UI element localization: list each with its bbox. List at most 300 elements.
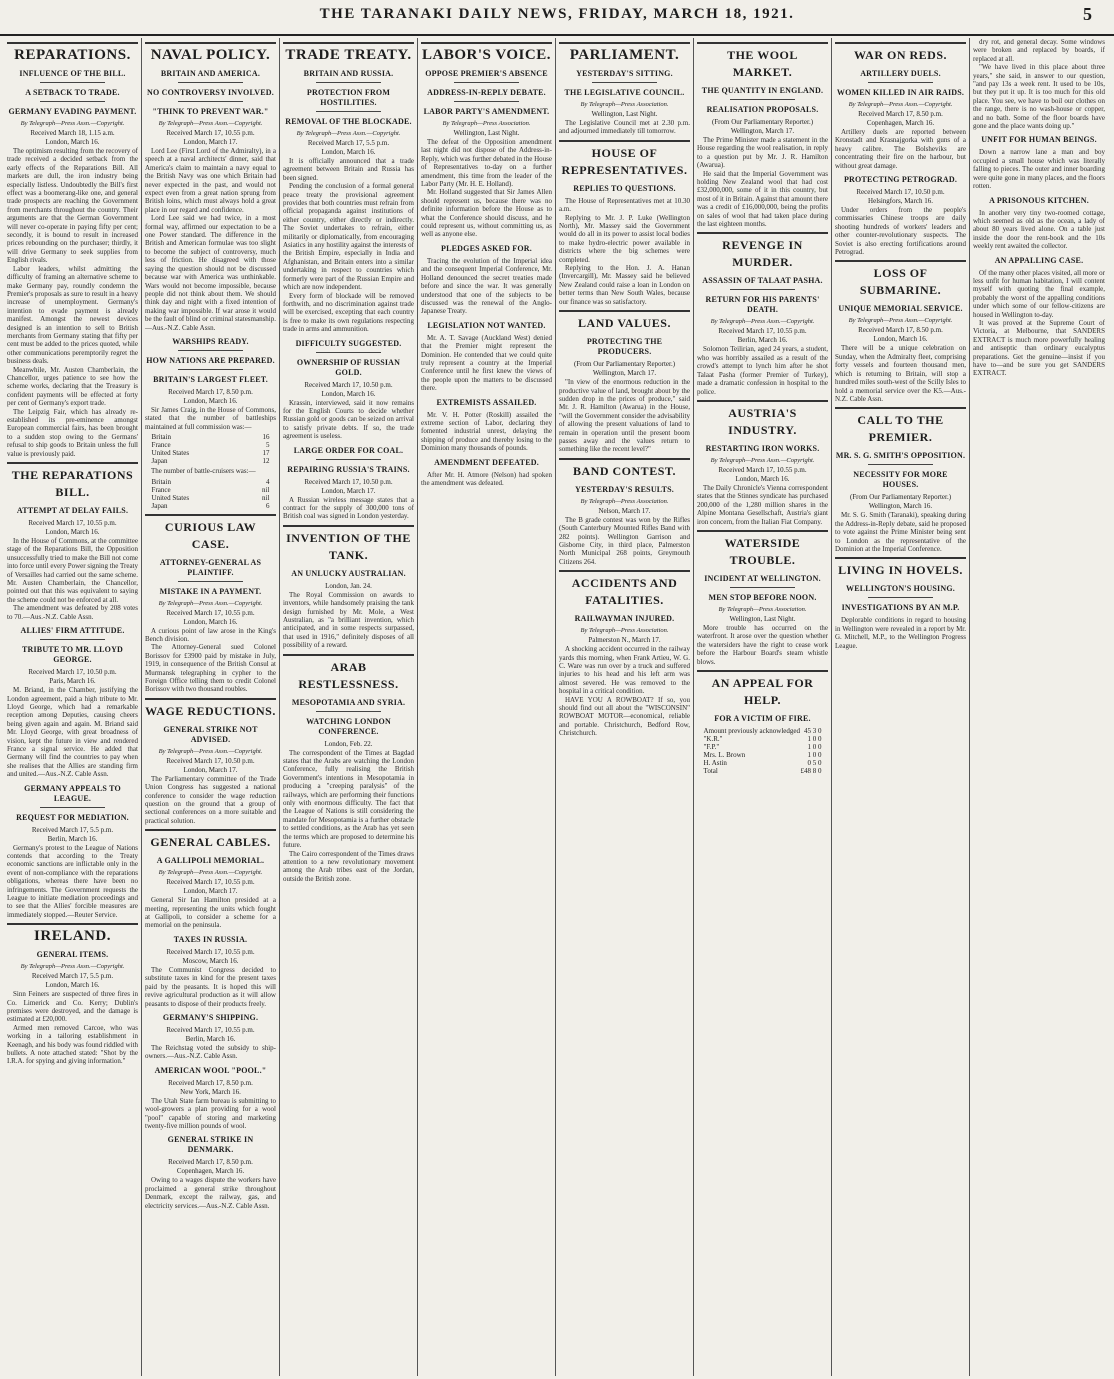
dateline: Received March 17, 10.50 p.m. bbox=[166, 756, 255, 765]
sub-headline: UNFIT FOR HUMAN BEINGS. bbox=[981, 135, 1097, 145]
headline-rule bbox=[835, 42, 966, 44]
body-paragraph: More trouble has occurred on the waterfront. It arose over the question whether the watersiders have the right to cease work before the Harbour Board's steam whistle blows. bbox=[697, 623, 828, 666]
dateline: Received March 17, 10.55 p.m. bbox=[28, 519, 117, 528]
figures-row bbox=[152, 457, 270, 465]
sub-headline: FOR A VICTIM OF FIRE. bbox=[714, 713, 811, 723]
column-2 bbox=[142, 38, 280, 1376]
body-paragraph: After Mr. H. Atmore (Nelson) had spoken the amendment was defeated. bbox=[421, 470, 552, 487]
dateline: London, March 16. bbox=[183, 396, 238, 405]
dateline: London, March 17. bbox=[183, 765, 238, 774]
sub-headline: BRITAIN AND RUSSIA. bbox=[303, 69, 394, 78]
sub-headline: GERMANY APPEALS TO LEAGUE. bbox=[24, 783, 121, 803]
sub-headline: RAILWAYMAN INJURED. bbox=[574, 614, 675, 624]
figures-value: 1 0 0 bbox=[807, 734, 822, 743]
headline-rule bbox=[559, 140, 690, 142]
article-headline: LIVING IN HOVELS. bbox=[838, 563, 963, 578]
sub-headline: ADDRESS-IN-REPLY DEBATE. bbox=[427, 88, 546, 97]
article-headline: BAND CONTEST. bbox=[573, 463, 676, 478]
dateline: Received March 17, 10.55 p.m. bbox=[166, 129, 255, 137]
column-8 bbox=[970, 38, 1108, 1376]
dateline: Received March 17, 5.5 p.m. bbox=[307, 139, 390, 147]
sub-headline: OPPOSE PREMIER'S ABSENCE bbox=[425, 69, 548, 78]
body-paragraph: Under orders from the people's commissaries Chinese troops are daily shooting hundreds of workers' leaders and other counter-revolutionary suspects. The Soviet is also erecting fortifications around Petrograd. bbox=[835, 206, 966, 257]
body-paragraph: A curious point of law arose in the King's Bench division. bbox=[145, 626, 276, 643]
body-paragraph: Artillery duels are reported between Kronstadt and Krasnajgorka with guns of a heavy calibre. The Bolsheviks are concentrating their fire on the harbour, but without great damage. bbox=[835, 128, 966, 170]
body-paragraph: A Russian wireless message states that a contract for the supply of 300,000 tons of British coal was signed in London yesterday. bbox=[283, 495, 414, 521]
sub-headline: GERMANY'S SHIPPING. bbox=[162, 1012, 259, 1022]
body-paragraph: Mr. Holland suggested that Sir James Allen should represent us, because there was no definite information before the House as to what the Conference should discuss, and he could represent us, without committing us, as well as anyone else. bbox=[421, 188, 552, 239]
divider-rule bbox=[40, 639, 106, 640]
page-number: 5 bbox=[1083, 4, 1092, 24]
sub-headline: GENERAL ITEMS. bbox=[36, 950, 109, 960]
byline: By Telegraph—Press Association. bbox=[442, 120, 531, 127]
sub-headline: INCIDENT AT WELLINGTON. bbox=[704, 573, 821, 583]
figures-row bbox=[152, 449, 270, 457]
dateline: Received March 17, 10.55 p.m. bbox=[718, 327, 807, 336]
dateline: New York, March 16. bbox=[180, 1087, 241, 1096]
sub-headline: DIFFICULTY SUGGESTED. bbox=[295, 338, 402, 348]
body-paragraph: Down a narrow lane a man and boy occupied a small house which was literally falling to pieces. The outer and inner boarding were quite gone in many places, and the floors rotten. bbox=[973, 148, 1105, 191]
byline: By Telegraph—Press Assn.—Copyright. bbox=[710, 318, 815, 326]
dateline: Palmerston N., March 17. bbox=[588, 636, 661, 645]
body-paragraph: Sir James Craig, in the House of Commons, stated that the number of battleships maintained at full commission was:— bbox=[145, 405, 276, 431]
byline: By Telegraph—Press Assn.—Copyright. bbox=[158, 120, 263, 127]
dateline: London, March 16. bbox=[183, 617, 238, 626]
dateline: Received March 17, 8.50 p.m. bbox=[168, 1158, 253, 1167]
article-headline: ARAB RESTLESSNESS. bbox=[298, 659, 399, 691]
figures-row bbox=[152, 486, 270, 494]
sub-headline: BRITAIN AND AMERICA. bbox=[160, 69, 261, 78]
body-paragraph: General Sir Ian Hamilton presided at a meeting, representing the units which fought at Gallipoli, to consider a scheme for a memorial on the peninsula. bbox=[145, 896, 276, 930]
sub-headline: TAXES IN RUSSIA. bbox=[173, 934, 248, 944]
divider-rule bbox=[868, 597, 934, 598]
sub-headline: GERMANY EVADING PAYMENT. bbox=[8, 107, 137, 116]
column-3 bbox=[280, 38, 418, 1376]
headline-rule bbox=[421, 42, 552, 44]
figures-label: Japan bbox=[151, 457, 168, 466]
dateline: London, March 16. bbox=[45, 138, 100, 146]
figures-row bbox=[704, 759, 822, 767]
article-headline: WAR ON REDS. bbox=[853, 48, 947, 62]
divider-rule bbox=[730, 289, 796, 290]
body-paragraph: There will be a unique celebration on Sunday, when the Admiralty fleet, comprising forty vessels and fourteen thousand men, which is returning to Britain, will stop a hundred miles south-west of the Scilly Isles to hold a memorial service over the K5.—Aus.-N.Z. Cable Assn. bbox=[835, 344, 966, 403]
body-paragraph: Replying to the Hon. J. A. Hanan (Invercargill), Mr. Massey said he believed New Zealand could raise a loan in London on better terms than New South Wales, because our finance was so satisfactory. bbox=[559, 264, 690, 306]
sub-headline: EXTREMISTS ASSAILED. bbox=[436, 397, 537, 407]
body-paragraph: Lord Lee said we had twice, in a most formal way, affirmed our expectation to be a one Power standard. The difference in the British and American formulae was too slight to become the subject of controversy, much less of friction. He disagreed with those saying the question should not be discussed because war with America was unthinkable. Wars would not become impossible, because people did not think about them. We should think day and night with a fixed intention of making war impossible. If war arose it would be the fault of blind or criminal statesmanship.—Aus.-N.Z. Cable Assn. bbox=[145, 214, 276, 332]
headline-rule bbox=[7, 42, 138, 44]
body-paragraph: Solomon Teilirian, aged 24 years, a student, who was horribly assailed as a result of the crowd's attempt to lynch him after he shot Talaat Pasha (former Premier of Turkey), made a dramatic confession in hospital to the police. bbox=[697, 345, 828, 396]
figures-value: 0 5 0 bbox=[807, 758, 822, 767]
dateline: Received March 17, 10.55 p.m. bbox=[166, 947, 255, 956]
sub-headline: INFLUENCE OF THE BILL. bbox=[19, 69, 126, 78]
sub-headline: MESOPOTAMIA AND SYRIA. bbox=[291, 697, 406, 707]
body-paragraph: Mr. S. G. Smith (Taranaki), speaking during the Address-in-Reply debate, said he proposed to vote against the Prime Minister being sent to London as the representative of the Dominion at the Imperial Conference. bbox=[835, 511, 966, 553]
sub-headline: A GALLIPOLI MEMORIAL. bbox=[156, 856, 265, 866]
body-paragraph: The Legislative Council met at 2.30 p.m. and adjourned immediately till tomorrow. bbox=[559, 119, 690, 136]
article-headline: ACCIDENTS AND FATALITIES. bbox=[571, 576, 678, 608]
sub-headline: ATTORNEY-GENERAL AS PLAINTIFF. bbox=[159, 557, 262, 577]
headline-rule bbox=[697, 530, 828, 532]
body-paragraph: Pending the conclusion of a formal general peace treaty the provisional agreement provides that both countries must refrain from official propaganda against institutions of either country, either directly or indirectly. The Soviet undertakes to refrain, either militarily or diplomatically, from encouraging Asiatics in any hostility against the interests of the British Empire, especially in India and Afghanistan, and Britain enters into a similar undertaking in respect to countries which formerly were part of the Russian Empire and which are now independent. bbox=[283, 182, 414, 292]
sub-headline: YESTERDAY'S RESULTS. bbox=[574, 484, 674, 494]
body-paragraph: Every form of blockade will be removed forthwith, and no discrimination against trade will be exercised, excepting that each country is free to make its own regulations respecting trade in arms and ammunition. bbox=[283, 291, 414, 334]
body-paragraph: dry rot, and general decay. Some windows were broken and replaced by boards, if replaced at all. bbox=[973, 38, 1105, 63]
sub-headline: PROTECTION FROM HOSTILITIES. bbox=[306, 88, 391, 107]
figures-row bbox=[152, 502, 270, 510]
headline-rule bbox=[283, 525, 414, 527]
article-headline: REPARATIONS. bbox=[14, 47, 131, 63]
dateline: Received March 17, 10.50 p.m. bbox=[28, 668, 117, 677]
byline: By Telegraph—Press Assn.—Copyright. bbox=[710, 456, 815, 464]
body-paragraph: Mr. A. T. Savage (Auckland West) denied that the Premier might represent the Dominion. He contended that we could quite truly represent a country at the Imperial Conference until he first knew the views of the people upon the matters to be discussed there. bbox=[421, 333, 552, 393]
article-headline: WAGE REDUCTIONS. bbox=[145, 703, 276, 718]
dateline: London, March 16. bbox=[45, 981, 100, 990]
dateline: (From Our Parliamentary Reporter.) bbox=[849, 493, 952, 502]
sub-headline: AMERICAN WOOL "POOL." bbox=[154, 1065, 267, 1075]
article-headline: THE REPARATIONS BILL. bbox=[11, 468, 134, 500]
figures-value: 1 0 0 bbox=[807, 742, 822, 751]
sub-headline: LARGE ORDER FOR COAL. bbox=[293, 445, 404, 455]
divider-rule bbox=[592, 82, 658, 83]
article-headline: AN APPEAL FOR HELP. bbox=[711, 675, 814, 707]
dateline: Berlin, March 16. bbox=[737, 336, 788, 345]
divider-rule bbox=[40, 101, 106, 102]
divider-rule bbox=[178, 350, 244, 351]
dateline: Received March 17, 8.50 p.m. bbox=[858, 326, 943, 335]
body-paragraph: The Cairo correspondent of the Times draws attention to a new revolutionary movement among the Arab tribes east of the Jordan, outside the British zone. bbox=[283, 849, 414, 883]
figures-row bbox=[704, 727, 822, 735]
headline-rule bbox=[559, 42, 690, 44]
headline-rule bbox=[145, 42, 276, 44]
figures-table bbox=[152, 433, 270, 465]
dateline: Received March 17, 10.55 p.m. bbox=[166, 608, 255, 617]
byline: By Telegraph—Press Association. bbox=[580, 497, 669, 505]
figures-label: "F.P." bbox=[703, 742, 720, 751]
sub-headline: GENERAL STRIKE NOT ADVISED. bbox=[163, 724, 258, 744]
body-paragraph: Deplorable conditions in regard to housing in Wellington were revealed in a report by Mr. G. Mitchell, M.P., to the Wellington Progress League. bbox=[835, 616, 966, 650]
body-paragraph: HAVE YOU A ROWBOAT? If so, you should find out all about the "WISCONSIN" ROWBOAT MOTOR—economical, reliable and portable. Christchurch, Bedford Row, Christchurch. bbox=[559, 695, 690, 738]
figures-label: H. Astin bbox=[703, 758, 727, 767]
body-paragraph: The Communist Congress decided to substitute taxes in kind for the present taxes paid by the peasants. It is hoped this will revive agricultural production as it will allow peasants to dispose of their products freely. bbox=[145, 965, 276, 1008]
body-paragraph: The Reichstag voted the subsidy to ship-owners.—Aus.-N.Z. Cable Assn. bbox=[145, 1043, 276, 1061]
headline-rule bbox=[559, 458, 690, 460]
figures-value: 16 bbox=[262, 433, 270, 442]
headline-rule bbox=[835, 260, 966, 262]
sub-headline: PROTECTING PETROGRAD. bbox=[843, 175, 958, 185]
sub-headline: MISTAKE IN A PAYMENT. bbox=[159, 586, 262, 596]
byline: By Telegraph—Press Association. bbox=[718, 605, 807, 613]
body-paragraph: The Royal Commission on awards to inventors, while handsomely praising the tank design furnished by Mr. Mole, a West Australian, as "a brilliant invention, which anticipated, and in some respects surpassed, that used in 1916," definitely disposes of all possibility of a reward. bbox=[283, 590, 414, 650]
sub-headline: WOMEN KILLED IN AIR RAIDS. bbox=[836, 88, 965, 97]
divider-rule bbox=[178, 82, 244, 83]
figures-row bbox=[152, 494, 270, 502]
figures-label: Mrs. L. Brown bbox=[703, 750, 746, 759]
body-paragraph: Labor leaders, whilst admitting the difficulty of framing an alternative scheme to make Germany pay, roundly condemn the Premier's proposals as sure to result in a heavy increase of unemployment. Germany's intention to evade payment is already manifest. Amongst the newest devices designed is an intention to sell to British merchants from Germany stating that fifty per cent must be added to the prices quoted, while other communications peremptorily regret the business deals. bbox=[7, 264, 138, 366]
body-paragraph: "In view of the enormous reduction in the productive value of land, brought about by the sudden drop in the prices of produce," said Mr. J. R. Hamilton (Awarua) in the House, "will the Government consider the advisability of allowing the present valuations of land to remain in operation until the present boom passes away and the values return to something like the recent level?" bbox=[559, 378, 690, 454]
body-paragraph: Replying to Mr. J. P. Luke (Wellington North), Mr. Massey said the Government would do all in its power to assist local bodies to make hydro-electric power available in districts where the big schemes were completed. bbox=[559, 213, 690, 264]
sub-headline: THE QUANTITY IN ENGLAND. bbox=[701, 86, 824, 95]
sub-headline: WARSHIPS READY. bbox=[172, 336, 249, 346]
article-headline: IRELAND. bbox=[34, 928, 111, 945]
headline-rule bbox=[145, 514, 276, 516]
byline: By Telegraph—Press Assn.—Copyright. bbox=[848, 317, 953, 325]
dateline: Received March 17, 10.55 p.m. bbox=[166, 878, 255, 887]
dateline: Received March 17, 5.5 p.m. bbox=[31, 972, 114, 981]
dateline: London, March 16. bbox=[321, 148, 376, 156]
dateline: London, March 16. bbox=[735, 474, 790, 483]
body-paragraph: The optimism resulting from the recovery of trade received a decided setback from the early effects of the Reparations Bill. All markets are dull, the iron industry being especially listless. Undoubtedly the Bill's first effect was a boomerang-like one, and general trade prospects are reaching the Government from merchants throughout the country. Their arguments are that the German Government will never co-operate in paying fifty per cent; secondly, it is bound to result in increased prices rebounding on the purchaser; thirdly, it will drive Germany to seek supplies from English rivals. bbox=[7, 147, 138, 265]
dateline: Received March 17, 10.55 p.m. bbox=[166, 1025, 255, 1034]
divider-rule bbox=[178, 581, 244, 582]
body-paragraph: Of the many other places visited, all more or less unfit for human habitation, I will content myself with quoting the final example, probably the worst of the appalling conditions under which some of our fellow-citizens are housed in Wellington to-day. bbox=[973, 268, 1105, 319]
divider-rule bbox=[730, 587, 796, 588]
figures-row bbox=[152, 478, 270, 486]
dateline: Wellington, March 16. bbox=[868, 502, 933, 511]
divider-rule bbox=[730, 99, 796, 100]
byline: By Telegraph—Press Assn.—Copyright. bbox=[20, 120, 125, 127]
body-paragraph: "We have lived in this place about three years," she said, in answer to our question, "and pay 13s a week rent. It used to be 10s, but they put it up. It is too much for this old place. You see, we have to boil our clothes on the range, there is no wash-house or copper, and no bath. Some of the floor boards have gone and the place wants doing up." bbox=[973, 63, 1105, 131]
article-headline: HOUSE OF REPRESENTATIVES. bbox=[561, 145, 688, 177]
column-4 bbox=[418, 38, 556, 1376]
sub-headline: ARTILLERY DUELS. bbox=[860, 69, 941, 78]
article-headline: REVENGE IN MURDER. bbox=[722, 238, 803, 270]
article-headline: CURIOUS LAW CASE. bbox=[164, 519, 257, 551]
headline-rule bbox=[697, 42, 828, 44]
body-paragraph: Armed men removed Carcoe, who was working in a tailoring establishment in Keenagh, and his body was found riddled with bullets. A note attached stated: "Shot by the I.R.A. for spying and giving information." bbox=[7, 1023, 138, 1066]
figures-value: 45 3 0 bbox=[803, 726, 822, 735]
sub-headline: ASSASSIN OF TALAAT PASHA. bbox=[702, 276, 823, 286]
sub-headline: AMENDMENT DEFEATED. bbox=[434, 457, 539, 467]
figures-table bbox=[704, 727, 822, 775]
sub-headline: PLEDGES ASKED FOR. bbox=[441, 243, 532, 253]
body-paragraph: The number of battle-cruisers was:— bbox=[151, 467, 256, 476]
sub-headline: MR. S. G. SMITH'S OPPOSITION. bbox=[835, 451, 966, 461]
figures-row bbox=[704, 735, 822, 743]
dateline: Wellington, Last Night. bbox=[453, 129, 520, 137]
dateline: Received March 17, 8.50 p.m. bbox=[168, 1078, 253, 1087]
dateline: Moscow, March 16. bbox=[182, 956, 239, 965]
headline-rule bbox=[835, 407, 966, 409]
sub-headline: REPLIES TO QUESTIONS. bbox=[573, 183, 676, 193]
dateline: Wellington, March 17. bbox=[592, 369, 657, 378]
dateline: Received March 17, 10.55 p.m. bbox=[718, 465, 807, 474]
figures-label: Amount previously acknowledged bbox=[703, 726, 800, 735]
dateline: London, March 17. bbox=[183, 887, 238, 896]
column-6 bbox=[694, 38, 832, 1376]
sub-headline: BRITAIN'S LARGEST FLEET. bbox=[153, 374, 268, 384]
dateline: Nelson, March 17. bbox=[598, 506, 651, 515]
headline-rule bbox=[697, 232, 828, 234]
body-paragraph: Tracing the evolution of the Imperial idea and the consequent Imperial Conference, Mr. Holland denounced the secret treaties made before and since the war. It was generally understood that one of the subjects to be discussed was the renewal of the Anglo-Japanese Treaty. bbox=[421, 256, 552, 316]
body-paragraph: The Daily Chronicle's Vienna correspondent states that the Stinnes syndicate has purchased 200,000 of the 1,280 million shares in the Alpine Montana Gesellschaft, Austria's giant iron concern, from the Italian Fiat Company. bbox=[697, 483, 828, 526]
dateline: Received March 17, 10.50 p.m. bbox=[304, 380, 393, 389]
article-headline: CALL TO THE PREMIER. bbox=[857, 413, 944, 445]
body-paragraph: Lord Lee (First Lord of the Admiralty), in a speech at a naval architects' dinner, said that America's claim to maintain a navy equal to the British Navy was one which Britain had never expected in the past, and would not expect even from a great nation sprung from British loins, which must always hold a great place in our regard and confidence. bbox=[145, 147, 276, 214]
divider-rule bbox=[40, 807, 106, 808]
article-headline: PARLIAMENT. bbox=[569, 47, 680, 63]
sub-headline: INVESTIGATIONS BY AN M.P. bbox=[841, 603, 960, 613]
figures-value: 12 bbox=[262, 457, 270, 466]
sub-headline: NECESSITY FOR MORE HOUSES. bbox=[853, 470, 948, 490]
figures-label: Britain bbox=[151, 433, 171, 442]
sub-headline: LEGISLATION NOT WANTED. bbox=[427, 320, 546, 330]
sub-headline: YESTERDAY'S SITTING. bbox=[576, 69, 673, 78]
dateline: Wellington, Last Night. bbox=[729, 614, 796, 623]
dateline: Wellington, March 17. bbox=[730, 127, 795, 135]
sub-headline: ALLIES' FIRM ATTITUDE. bbox=[20, 626, 125, 636]
dateline: Received March 17, 8.50 p.m. bbox=[858, 110, 943, 118]
dateline: Received March 18, 1.15 a.m. bbox=[30, 129, 115, 137]
body-paragraph: Sinn Feiners are suspected of three fires in Co. Limerick and Co. Kerry; Dublin's premises were destroyed, and the damage is estimated at £20,000. bbox=[7, 990, 138, 1024]
sub-headline: REALISATION PROPOSALS. bbox=[706, 105, 819, 114]
dateline: Received March 17, 5.5 p.m. bbox=[31, 825, 114, 834]
dateline: (From Our Parliamentary Reporter.) bbox=[573, 360, 676, 369]
divider-rule bbox=[178, 369, 244, 370]
figures-label: Britain bbox=[151, 477, 171, 486]
article-headline: WATERSIDE TROUBLE. bbox=[724, 535, 801, 567]
divider-rule bbox=[40, 82, 106, 83]
column-1 bbox=[4, 38, 142, 1376]
divider-rule bbox=[868, 464, 934, 465]
headline-rule bbox=[559, 310, 690, 312]
headline-rule bbox=[7, 462, 138, 464]
dateline: London, Jan. 24. bbox=[325, 581, 372, 590]
body-paragraph: The Utah State farm bureau is submitting to wool-growers a plan providing for a wool "pool" capable of storing and marketing twenty-five million pounds of wool. bbox=[145, 1096, 276, 1130]
body-paragraph: The defeat of the Opposition amendment last night did not dispose of the Address-in-Reply, which was further debated in the House of Representatives to-day on a further amendment, this time from the leader of the Labor Party (Mr. H. E. Holland). bbox=[421, 138, 552, 189]
body-paragraph: Krassin, interviewed, said it now remains for the English Courts to decide whether Russian gold or goods can be seized on arrival to satisfy private debts. If so, the trade agreement is useless. bbox=[283, 398, 414, 441]
dateline: Berlin, March 16. bbox=[47, 834, 98, 843]
dateline: Copenhagen, March 16. bbox=[866, 119, 935, 127]
byline: By Telegraph—Press Assn.—Copyright. bbox=[296, 130, 401, 137]
sub-headline: LABOR PARTY'S AMENDMENT. bbox=[423, 107, 550, 116]
byline: By Telegraph—Press Association. bbox=[580, 101, 669, 108]
divider-rule bbox=[316, 82, 382, 83]
byline: By Telegraph—Press Assn.—Copyright. bbox=[158, 869, 263, 877]
byline: By Telegraph—Press Assn.—Copyright. bbox=[20, 963, 125, 971]
body-paragraph: Owing to a wages dispute the workers have proclaimed a general strike throughout Denmark, except the railway, gas, and electricity services.—Aus.-N.Z. Cable Assn. bbox=[145, 1176, 276, 1210]
article-headline: GENERAL CABLES. bbox=[150, 835, 271, 850]
figures-label: United States bbox=[151, 493, 190, 502]
sub-headline: ATTEMPT AT DELAY FAILS. bbox=[16, 506, 129, 516]
figures-label: United States bbox=[151, 449, 190, 458]
body-paragraph: A shocking accident occurred in the railway yards this morning, when Frank Artieu, W. G. C. Ware was run over by a truck and suffered injuries to his head and his left arm was almost severed. He was removed to the hospital in a critical condition. bbox=[559, 645, 690, 696]
headline-rule bbox=[7, 923, 138, 925]
sub-headline: WATCHING LONDON CONFERENCE. bbox=[306, 716, 391, 736]
column-5 bbox=[556, 38, 694, 1376]
figures-value: nil bbox=[262, 493, 270, 502]
figures-row bbox=[152, 441, 270, 449]
body-paragraph: He said that the Imperial Government was holding New Zealand wool that had cost £32,000,000, some of it in this country, but most of it in Britain. Against that amount there was a credit of £16,000,000, being the profits on sales of wool that had taken place during the last eighteen months. bbox=[697, 169, 828, 229]
dateline: Paris, March 16. bbox=[49, 677, 96, 686]
masthead bbox=[0, 0, 1114, 36]
body-paragraph: The Attorney-General sued Colonel Borissov for £3900 paid by mistake in July, 1919, in consequence of the British Consul at Murmansk telegraphing in cypher to the Foreign Office telling them to credit Colonel Borissov with two thousand roubles. bbox=[145, 643, 276, 694]
body-paragraph: Germany's protest to the League of Nations contends that according to the Treaty economic sanctions are inflictable only in the event of non-compliance with the reparations obligations, whereas there have been no infringements. The Government requests the League to initiate mediation proceedings and to see that the Allies' forcible measures are immediately stopped.—Reuter Service. bbox=[7, 843, 138, 919]
body-paragraph: It is officially announced that a trade agreement between Britain and Russia has been signed. bbox=[283, 157, 414, 182]
body-paragraph: The House of Representatives met at 10.30 a.m. bbox=[559, 196, 690, 214]
sub-headline: TRIBUTE TO MR. LLOYD GEORGE. bbox=[21, 645, 124, 665]
article-headline: LAND VALUES. bbox=[578, 316, 671, 331]
figures-label: France bbox=[151, 485, 171, 494]
byline: By Telegraph—Press Association. bbox=[580, 627, 669, 635]
body-paragraph: The B grade contest was won by the Rifles (South Canterbury Mounted Rifles Band with 282 points). Wellington Garrison and Gisborne City, in third place, Palmerston North Municipal 268 points, Greymouth Citizens 264. bbox=[559, 515, 690, 566]
dateline: London, Feb. 22. bbox=[324, 739, 373, 748]
byline: By Telegraph—Press Assn.—Copyright. bbox=[158, 747, 263, 755]
body-paragraph: The Parliamentary committee of the Trade Union Congress has suggested a national conference to consider the wage reduction question on the ground that a group of sectional conferences on a more suitable and practical solution. bbox=[145, 774, 276, 825]
sub-headline: MEN STOP BEFORE NOON. bbox=[708, 592, 817, 602]
body-paragraph: Meanwhile, Mr. Austen Chamberlain, the Chancellor, urges patience to see how the scheme works, declaring that the Treasury is confident payments will be effected at forty per cent of Germany's export trade. bbox=[7, 365, 138, 408]
figures-value: 1 0 0 bbox=[807, 750, 822, 759]
column-7 bbox=[832, 38, 970, 1376]
dateline: London, March 17. bbox=[321, 486, 376, 495]
figures-row bbox=[704, 767, 822, 775]
dateline: Helsingfors, March 16. bbox=[868, 197, 933, 206]
newspaper-title: THE TARANAKI DAILY NEWS, FRIDAY, MARCH 18, 1921. bbox=[319, 6, 795, 22]
body-paragraph: The Leipzig Fair, which has already re-established its pre-eminence amongst European commercial fairs, has been brought to a sudden stop owing to the Germans' refusal to ship goods to Britain unless the full value is previously paid. bbox=[7, 407, 138, 458]
sub-headline: A SETBACK TO TRADE. bbox=[25, 88, 120, 97]
body-paragraph: The amendment was defeated by 208 votes to 70.—Aus.-N.Z. Cable Assn. bbox=[7, 604, 138, 621]
article-headline: INVENTION OF THE TANK. bbox=[286, 530, 411, 562]
sub-headline: PROTECTING THE PRODUCERS. bbox=[586, 337, 663, 357]
dateline: London, March 17. bbox=[183, 138, 238, 146]
figures-value: 4 bbox=[265, 477, 270, 486]
body-paragraph: The Prime Minister made a statement in the House regarding the wool realisation, in reply to a question put by Mr. J. R. Hamilton (Awarua). bbox=[697, 136, 828, 170]
headline-rule bbox=[697, 670, 828, 672]
sub-headline: UNIQUE MEMORIAL SERVICE. bbox=[838, 304, 963, 314]
divider-rule bbox=[316, 711, 382, 712]
sub-headline: HOW NATIONS ARE PREPARED. bbox=[146, 355, 275, 365]
sub-headline: NO CONTROVERSY INVOLVED. bbox=[147, 88, 274, 97]
figures-label: "K.R." bbox=[703, 734, 723, 743]
figures-label: Japan bbox=[151, 501, 168, 510]
sub-headline: RETURN FOR HIS PARENTS' DEATH. bbox=[705, 295, 820, 315]
headline-rule bbox=[559, 570, 690, 572]
article-headline: TRADE TREATY. bbox=[285, 47, 412, 63]
sub-headline: REMOVAL OF THE BLOCKADE. bbox=[285, 117, 412, 126]
sub-headline: REPAIRING RUSSIA'S TRAINS. bbox=[287, 464, 410, 474]
divider-rule bbox=[454, 82, 520, 83]
divider-rule bbox=[868, 82, 934, 83]
figures-value: 5 bbox=[265, 441, 270, 450]
figures-label: Total bbox=[703, 766, 718, 775]
dateline: London, March 16. bbox=[45, 528, 100, 537]
figures-table bbox=[152, 478, 270, 510]
dateline: London, March 16. bbox=[321, 389, 376, 398]
article-headline: AUSTRIA'S INDUSTRY. bbox=[728, 405, 797, 437]
headline-rule bbox=[697, 400, 828, 402]
sub-headline: WELLINGTON'S HOUSING. bbox=[846, 584, 955, 594]
body-paragraph: Mr. V. H. Potter (Roskill) assailed the extreme section of Labor, declaring they fomented industrial unrest, delaying the shipping of produce and thereby losing to the Dominion many thousands of pounds. bbox=[421, 410, 552, 453]
article-headline: LABOR'S VOICE. bbox=[422, 47, 551, 63]
headline-rule bbox=[283, 654, 414, 656]
article-headline: THE WOOL MARKET. bbox=[727, 48, 798, 79]
sub-headline: THE LEGISLATIVE COUNCIL. bbox=[564, 88, 685, 97]
sub-headline: RESTARTING IRON WORKS. bbox=[705, 443, 820, 453]
article-headline: NAVAL POLICY. bbox=[150, 47, 271, 63]
headline-rule bbox=[145, 698, 276, 700]
dateline: (From Our Parliamentary Reporter.) bbox=[711, 118, 814, 126]
divider-rule bbox=[178, 101, 244, 102]
sub-headline: GENERAL STRIKE IN DENMARK. bbox=[167, 1135, 254, 1155]
dateline: Received March 17, 10.50 p.m. bbox=[856, 188, 945, 197]
dateline: Copenhagen, March 16. bbox=[176, 1167, 245, 1176]
byline: By Telegraph—Press Assn.—Copyright. bbox=[848, 101, 953, 108]
sub-headline: A PRISONOUS KITCHEN. bbox=[989, 195, 1089, 205]
body-paragraph: The correspondent of the Times at Bagdad states that the Arabs are watching the London Conference, fully realising the British Government's intentions in Mesopotamia in producing a "creeping paralysis" of the railways, which are performing their functions only with enormous difficulty. The fact that the League of Nations is still considering the mandate for Mesopotamia is a further obstacle to settled conditions, as the Arab has yet seen the terms which are proposed to determine his future. bbox=[283, 748, 414, 850]
figures-value: £48 8 0 bbox=[800, 766, 822, 775]
newspaper-columns bbox=[4, 38, 1110, 1376]
divider-rule bbox=[316, 459, 382, 460]
dateline: London, March 16. bbox=[873, 335, 928, 344]
